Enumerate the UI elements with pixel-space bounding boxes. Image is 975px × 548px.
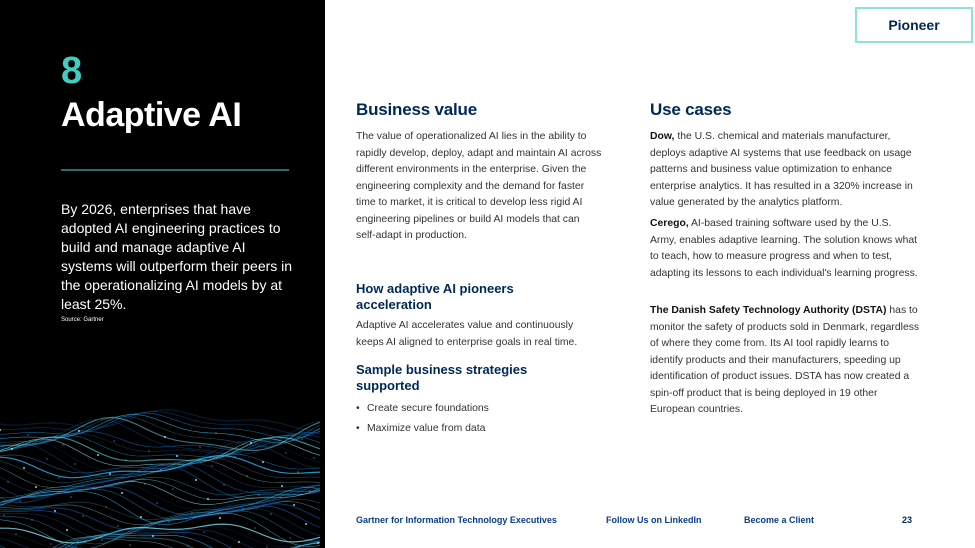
divider <box>61 169 289 171</box>
sparkle-dot <box>148 450 149 451</box>
sparkle-dot <box>156 502 157 503</box>
sparkle-dot <box>11 448 13 450</box>
sparkle-dot <box>270 513 271 514</box>
sparkle-dot <box>7 481 8 482</box>
sparkle-dot <box>172 488 173 489</box>
sparkle-dot <box>125 459 126 460</box>
sparkle-dot <box>223 484 224 485</box>
sparkle-dot <box>242 508 243 509</box>
flow-line <box>0 513 320 548</box>
sparkle-dot <box>215 432 216 433</box>
use-case-text: the U.S. chemical and materials manufacturer, deploys adaptive AI systems that use feedback on usage patterns and business value optimization to enhance enterprise analytics. It has resulted in a 320% increase in value generated by the analytics platform. <box>650 131 913 208</box>
source-note: Source: Gartner <box>61 317 104 323</box>
page-number: 23 <box>902 515 913 525</box>
sparkle-dot <box>31 519 32 520</box>
flow-line <box>0 410 320 430</box>
footer-gartner-link[interactable]: Gartner for Information Technology Executives <box>356 515 557 525</box>
use-case-dow <box>650 129 920 212</box>
sparkle-dot <box>313 457 314 458</box>
sparkle-dot <box>50 543 51 544</box>
sparkle-dot <box>187 545 188 546</box>
sparkle-dot <box>199 446 200 447</box>
sparkle-dot <box>46 458 47 459</box>
sparkle-dot <box>144 483 145 484</box>
sparkle-dot <box>234 456 235 457</box>
sparkle-dot <box>246 475 247 476</box>
sparkle-dot <box>309 490 310 491</box>
sparkle-dot <box>140 516 142 518</box>
sparkle-dot <box>176 455 178 457</box>
sparkle-dot <box>293 504 295 506</box>
sparkle-dot <box>305 523 307 525</box>
sparkle-dot <box>58 477 59 478</box>
flow-line <box>0 508 320 539</box>
sparkle-dot <box>317 542 319 544</box>
business-value-text: The value of operationalized AI lies in the ability to rapidly develop, deploy, adapt and maintain AI across different environments in the enterprise. Given the engineering complexity and the demand for faster time to market, it is critical to develop less rigid AI engineering pipelines or build AI models that can self-adapt in production. <box>356 131 602 241</box>
sparkle-dot <box>207 498 209 500</box>
sparkle-dot <box>238 541 240 543</box>
use-case-lead: The Danish Safety Technology Authority (DSTA) <box>650 305 887 316</box>
flow-line <box>0 413 320 439</box>
sparkle-dot <box>93 487 94 488</box>
sparkle-dot <box>15 533 16 534</box>
sparkle-dot <box>219 517 221 519</box>
sparkle-dot <box>289 537 290 538</box>
business-value-heading: Business value <box>356 100 477 119</box>
sparkle-dot <box>121 492 123 494</box>
footer-become-client-link[interactable]: Become a Client <box>744 515 815 525</box>
sparkle-dot <box>3 514 4 515</box>
sparkle-dot <box>203 531 204 532</box>
sparkle-dot <box>54 510 56 512</box>
sparkle-dot <box>281 485 283 487</box>
sparkle-dot <box>109 473 111 475</box>
use-case-lead: Dow, <box>650 131 675 142</box>
strategies-heading: Sample business strategies supported <box>356 362 528 393</box>
flow-line <box>0 459 320 487</box>
sparkle-dot <box>74 463 75 464</box>
sparkle-dot <box>105 506 106 507</box>
flow-line <box>0 456 320 478</box>
sparkle-dot <box>262 461 264 463</box>
sparkle-dot <box>250 442 252 444</box>
prediction-text: By 2026, enterprises that have adopted AI engineering practices to build and manage adaptive AI systems will outperform their peers in the operationalizing AI models by at least 25%. <box>61 201 293 312</box>
use-case-text: has to monitor the safety of products sold in Denmark, regardless of where they come from. Its AI tool rapidly learns to identify products and their manufacturers, speeding up identification of product issues. DSTA has now created a spin-off product that is being deployed in 19 other European countries. <box>650 305 920 415</box>
sparkle-dot <box>27 434 28 435</box>
flow-line <box>0 527 320 548</box>
sparkle-dot <box>117 525 118 526</box>
sparkle-dot <box>168 521 169 522</box>
sparkle-dot <box>23 467 25 469</box>
sparkle-dot <box>129 544 130 545</box>
sparkle-dot <box>66 529 68 531</box>
sparkle-dot <box>297 471 298 472</box>
strategy-item: • Create secure foundations <box>356 401 596 421</box>
use-case-dsta <box>650 303 920 419</box>
sparkle-dot <box>101 539 102 540</box>
sparkle-dot <box>211 465 212 466</box>
flow-line <box>0 506 320 534</box>
left-panel <box>0 0 325 548</box>
use-case-lead: Cerego, <box>650 218 689 229</box>
trend-number: 8 <box>61 50 83 92</box>
pioneer-badge: Pioneer <box>855 7 973 43</box>
sparkle-dot <box>70 496 71 497</box>
sparkle-dot <box>254 527 255 528</box>
use-case-text: AI-based training software used by the U.S. Army, enables adaptive learning. The solution knows what to teach, how to measure progress and when to test, adapting its lessons to each individual's learning progress. <box>650 218 918 279</box>
sparkle-dot <box>152 535 154 537</box>
acceleration-heading: How adaptive AI pioneers acceleration <box>356 281 514 312</box>
sparkle-dot <box>301 438 302 439</box>
use-cases-heading: Use cases <box>650 100 732 119</box>
sparkle-dot <box>160 469 161 470</box>
sparkle-dot <box>97 454 99 456</box>
trend-title: Adaptive AI <box>61 96 242 134</box>
strategy-item: • Maximize value from data <box>356 421 596 441</box>
sparkle-dot <box>258 494 259 495</box>
sparkle-dot <box>266 546 267 547</box>
flow-line <box>0 439 320 466</box>
sparkle-dot <box>82 515 83 516</box>
sparkle-dot <box>285 452 286 453</box>
sparkle-dot <box>62 444 63 445</box>
flowing-lines-image <box>0 400 325 548</box>
sparkle-dot <box>78 430 80 432</box>
use-case-cerego <box>650 216 920 282</box>
sparkle-dot <box>113 440 114 441</box>
sparkle-dot <box>19 500 20 501</box>
strategies-list <box>356 401 596 441</box>
sparkle-dot <box>35 486 37 488</box>
footer-linkedin-link[interactable]: Follow Us on LinkedIn <box>606 515 702 525</box>
sparkle-dot <box>191 512 192 513</box>
sparkle-dot <box>195 479 197 481</box>
sparkle-dot <box>164 436 166 438</box>
acceleration-text: Adaptive AI accelerates value and continuously keeps AI aligned to enterprise goals in real time. <box>356 320 578 348</box>
